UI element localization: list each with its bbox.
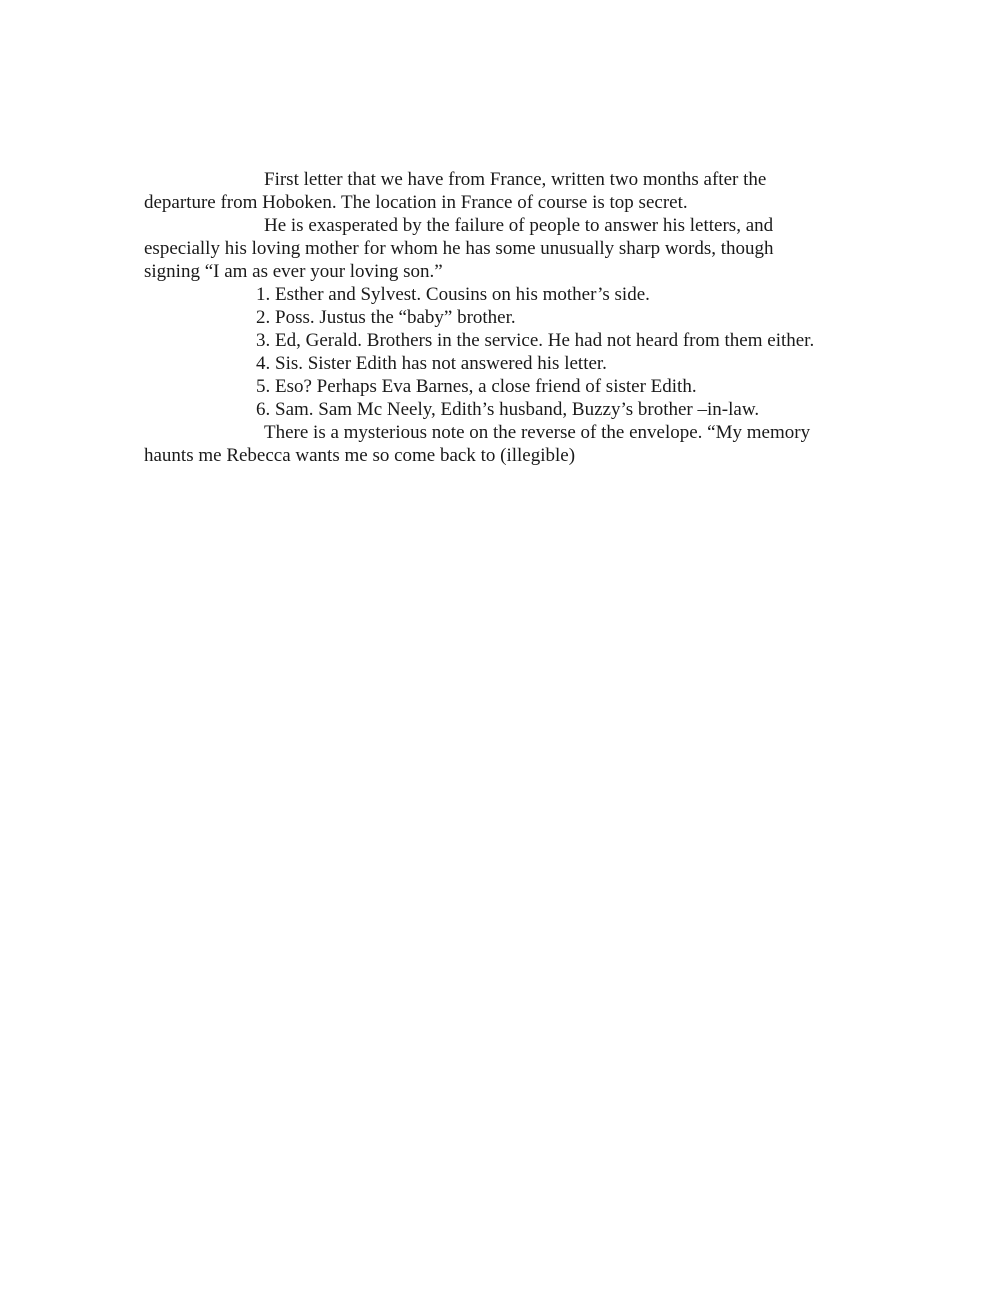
paragraph-2-line-1: He is exasperated by the failure of people to answer his letters, and: [264, 215, 774, 236]
paragraph-2-line-3: signing “I am as ever your loving son.”: [144, 261, 443, 282]
note-item-4: 4. Sis. Sister Edith has not answered his letter.: [256, 353, 607, 374]
paragraph-1-line-2: departure from Hoboken. The location in France of course is top secret.: [144, 192, 688, 213]
note-item-5: 5. Eso? Perhaps Eva Barnes, a close friend of sister Edith.: [256, 376, 697, 397]
note-item-1: 1. Esther and Sylvest. Cousins on his mother’s side.: [256, 284, 650, 305]
document-text: [144, 168, 864, 467]
paragraph-3-line-1: There is a mysterious note on the reverse of the envelope. “My memory: [264, 422, 811, 443]
note-item-2: 2. Poss. Justus the “baby” brother.: [256, 307, 516, 328]
note-item-3: 3. Ed, Gerald. Brothers in the service. He had not heard from them either.: [256, 330, 815, 351]
paragraph-2-line-2: especially his loving mother for whom he has some unusually sharp words, though: [144, 238, 774, 259]
note-item-6: 6. Sam. Sam Mc Neely, Edith’s husband, Buzzy’s brother –in-law.: [256, 399, 760, 420]
paragraph-1-line-1: First letter that we have from France, written two months after the: [264, 169, 767, 190]
paragraph-3-line-2: haunts me Rebecca wants me so come back to (illegible): [144, 445, 576, 466]
